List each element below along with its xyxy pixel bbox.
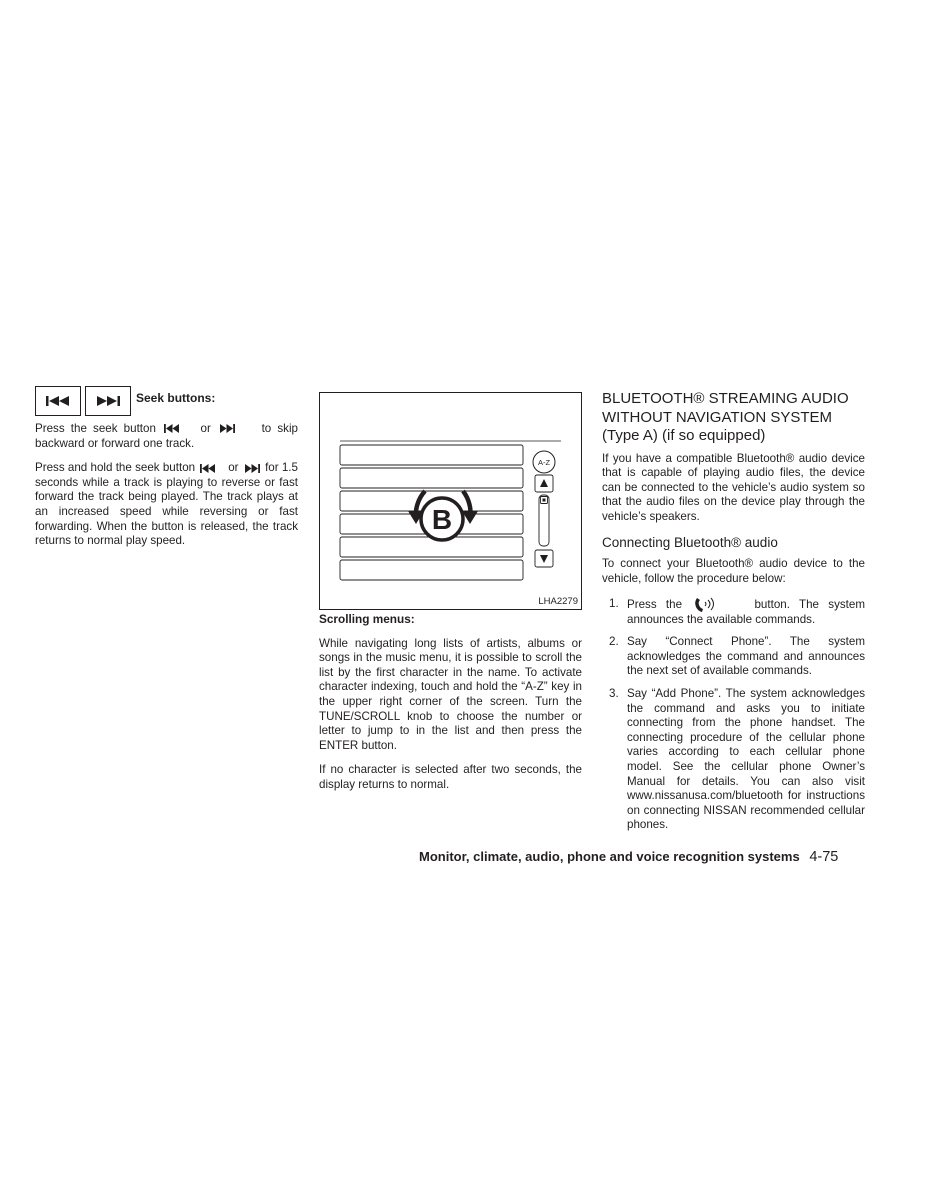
step-number: 1.: [609, 596, 619, 610]
page-footer: [419, 849, 865, 865]
step-1-text-a: Press the: [627, 597, 683, 611]
list-row: [340, 537, 523, 557]
bluetooth-section: [602, 390, 865, 841]
step-item: [602, 597, 865, 628]
list-row: [340, 468, 523, 488]
bluetooth-heading-line2: WITHOUT NAVIGATION SYSTEM: [602, 408, 833, 426]
seek-back-button-illustration: [35, 386, 81, 416]
step-number: 3.: [609, 687, 619, 701]
list-row: [340, 560, 523, 580]
seek-paragraph-2: [35, 461, 298, 549]
seek-p2-text-b: for 1.5 seconds while a track is playing to reverse or fast forward the track being played. The track plays at an increased speed while reversing or fast forwarding. When the button is released, the track returns to normal play speed.: [35, 461, 298, 548]
connecting-heading: Connecting Bluetooth® audio: [602, 535, 778, 551]
scrolling-menus-section: [319, 612, 582, 803]
step-number: 2.: [609, 635, 619, 649]
seek-p2-text-a: Press and hold the seek button: [35, 461, 196, 475]
connecting-intro: To connect your Bluetooth® audio device to the vehicle, follow the procedure below:: [602, 557, 865, 586]
scrolling-menus-title: Scrolling menus:: [319, 612, 415, 626]
az-key-label: A-Z: [537, 458, 551, 467]
list-row: [340, 445, 523, 465]
knob-label: B: [431, 504, 453, 535]
step-2-text: Say “Connect Phone”. The system acknowledges the command and announces the next set of available commands.: [627, 635, 865, 678]
page-number: 4-75: [809, 849, 839, 865]
bluetooth-heading-line3: (Type A) (if so equipped): [602, 427, 766, 444]
bluetooth-intro: If you have a compatible Bluetooth® audio device that is capable of playing audio files, the device can be connected to the vehicle’s audio system so that the audio files on the device play through the vehicle’s speakers.: [602, 451, 865, 523]
seek-section: [35, 386, 298, 559]
figure-code: LHA2279: [538, 596, 578, 607]
seek-forward-button-illustration: [85, 386, 131, 416]
seek-paragraph-1: [35, 422, 298, 451]
skip-forward-icon: [219, 424, 235, 433]
skip-back-icon: [45, 395, 71, 407]
footer-section-title: Monitor, climate, audio, phone and voice recognition systems: [419, 849, 800, 864]
skip-forward-icon: [244, 464, 260, 473]
seek-buttons-title: Seek buttons:: [136, 391, 216, 405]
scrolling-paragraph-1: While navigating long lists of artists, albums or songs in the music menu, it is possible to scroll the list by the first character in the name. To activate character indexing, touch and hold the “A-Z” key in the upper right corner of the screen. Turn the TUNE/SCROLL knob to choose the number or letter to jump to in the list and then press the ENTER button.: [319, 636, 582, 752]
seek-p1-text-b: to skip backward or forward one track.: [35, 422, 298, 450]
skip-back-icon: [164, 424, 180, 433]
step-1-text-b: button. The system announces the available commands.: [627, 597, 865, 626]
seek-button-illustration: [35, 386, 298, 416]
bluetooth-heading-line1: BLUETOOTH® STREAMING AUDIO: [602, 390, 849, 407]
step-item: [602, 635, 865, 679]
step-item: [602, 687, 865, 833]
scrolling-menu-figure: [319, 392, 582, 610]
scrolling-paragraph-2: If no character is selected after two seconds, the display returns to normal.: [319, 763, 582, 791]
seek-p2-or: or: [228, 461, 239, 475]
seek-p1-or: or: [200, 422, 211, 435]
skip-forward-icon: [95, 395, 121, 407]
phone-voice-icon: [693, 597, 715, 613]
bluetooth-heading: [602, 390, 865, 446]
seek-p1-text-a: Press the seek button: [35, 422, 156, 435]
skip-back-icon: [200, 464, 216, 473]
connect-steps: [602, 597, 865, 833]
screen-illustration: [320, 393, 581, 609]
step-3-text: Say “Add Phone”. The system acknowledges the command and asks you to initiate connecting from the phone handset. The connecting procedure of the cellular phone varies according to each cellular phone model. See the cellular phone Owner’s Manual for details. You can also visit www.nissanusa.com/bluetooth for instructions on connecting NISSAN recommended cellular phones.: [627, 687, 865, 832]
